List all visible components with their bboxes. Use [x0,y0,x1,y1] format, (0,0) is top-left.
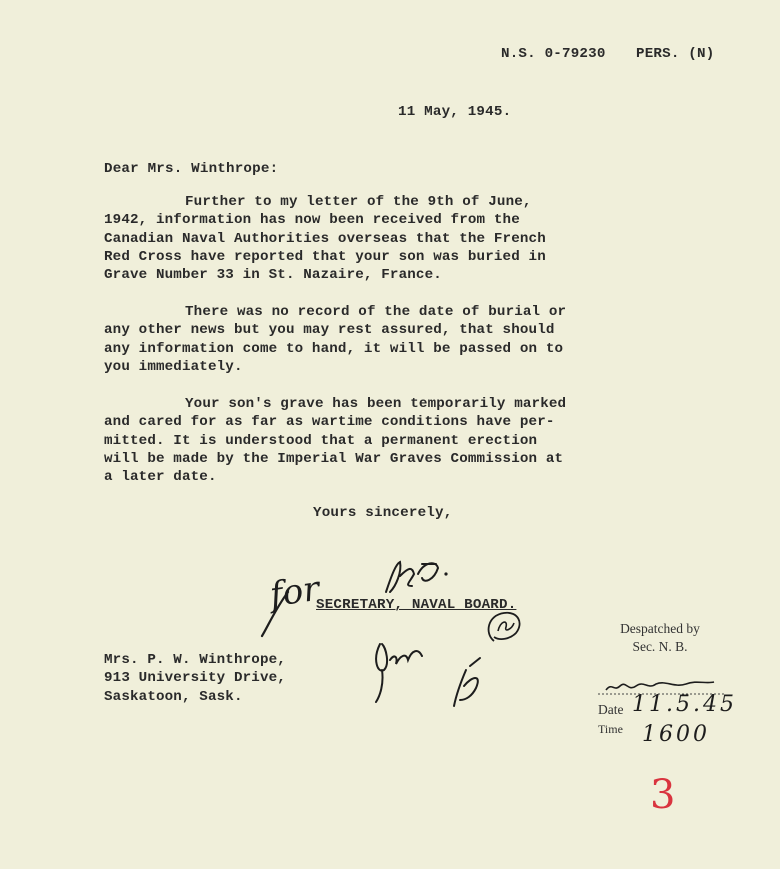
body-paragraph-2 [104,303,566,376]
signature-title: SECRETARY, NAVAL BOARD. [316,597,517,613]
stamp-date-label: Date [598,702,624,717]
recipient-address [104,651,286,706]
body-paragraph-1 [104,193,546,284]
paragraph-line: any information come to hand, it will be passed on to [104,340,564,357]
paragraph-line: a later date. [104,469,217,486]
signature-stroke [258,590,298,640]
stamp-line-2: Sec. N. B. [632,639,688,654]
department-reference: PERS. (N) [636,46,715,62]
paragraph-line: you immediately. [104,358,243,375]
address-line: 913 University Drive, [104,670,286,687]
paragraph-line: mitted. It is understood that a permanent erection [104,432,538,449]
address-line: Saskatoon, Sask. [104,688,243,705]
salutation: Dear Mrs. Winthrope: [104,161,279,177]
stamp-time-value: 1600 [642,722,710,747]
handwritten-initials-lower [360,630,490,710]
stamp-time-label: Time [598,722,623,736]
paragraph-line: and cared for as far as wartime conditions have per- [104,414,555,431]
paragraph-line: There was no record of the date of burial or [185,304,567,320]
address-line: Mrs. P. W. Winthrope, [104,652,286,668]
paragraph-line: Further to my letter of the 9th of June, [185,194,532,210]
stamp-line-1: Despatched by [620,621,700,636]
file-reference: N.S. 0-79230 [501,46,606,62]
paragraph-line: 1942, information has now been received from the [104,212,520,229]
paragraph-line: Canadian Naval Authorities overseas that the French [104,230,546,247]
closing: Yours sincerely, [313,505,453,521]
paragraph-line: Red Cross have reported that your son was buried in [104,248,546,265]
paragraph-line: any other news but you may rest assured, that should [104,322,555,339]
despatch-stamp [606,620,714,656]
letter-date: 11 May, 1945. [398,104,512,120]
paragraph-line: Your son's grave has been temporarily marked [185,396,567,412]
page-number-mark: 3 [650,772,676,818]
paragraph-line: Grave Number 33 in St. Nazaire, France. [104,267,442,284]
signature-for: for [267,568,322,616]
body-paragraph-3 [104,395,566,486]
stamp-date-value: 11.5.45 [632,692,737,717]
paragraph-line: will be made by the Imperial War Graves Commission at [104,450,564,467]
